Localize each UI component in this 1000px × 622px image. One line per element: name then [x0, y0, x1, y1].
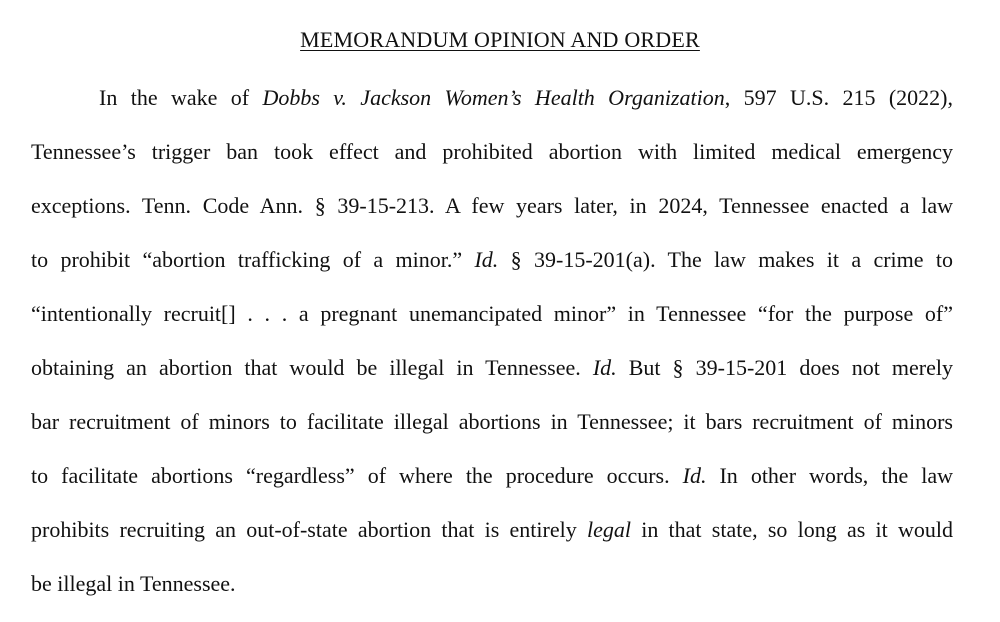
line-8-text-a: to facilitate abortions “regardless” of where the procedure occurs.: [31, 463, 683, 488]
paragraph-line-10: be illegal in Tennessee.: [31, 571, 236, 596]
paragraph-line-1: [99, 84, 953, 112]
line-1-text-a: In the wake of: [99, 85, 263, 110]
paragraph-line-9: [31, 516, 953, 544]
paragraph-line-5: “intentionally recruit[] . . . a pregnant unemancipated minor” in Tennessee “for the purpose of”: [31, 301, 953, 326]
line-6-text-a: obtaining an abortion that would be illegal in Tennessee.: [31, 355, 593, 380]
id-citation: Id.: [682, 463, 707, 488]
line-9-text-c: in that state, so long as it would: [630, 517, 953, 542]
emphasized-word-legal: legal: [586, 517, 631, 542]
paragraph-line-4: [31, 246, 953, 274]
paragraph-line-2: Tennessee’s trigger ban took effect and prohibited abortion with limited medical emergency: [31, 139, 953, 164]
line-1-text-c: , 597 U.S. 215 (2022),: [724, 85, 954, 110]
id-citation: Id.: [592, 355, 617, 380]
paragraph-line-6: [31, 354, 953, 382]
case-citation-dobbs: Dobbs v. Jackson Women’s Health Organization: [262, 85, 725, 110]
id-citation: Id.: [474, 247, 499, 272]
line-6-text-c: But § 39-15-201 does not merely: [616, 355, 953, 380]
paragraph-line-7: bar recruitment of minors to facilitate illegal abortions in Tennessee; it bars recruitment of minors: [31, 409, 953, 434]
line-8-text-c: In other words, the law: [706, 463, 953, 488]
line-4-text-c: § 39-15-201(a). The law makes it a crime to: [498, 247, 953, 272]
line-4-text-a: to prohibit “abortion trafficking of a minor.”: [31, 247, 475, 272]
page-title: MEMORANDUM OPINION AND ORDER: [300, 27, 700, 52]
paragraph-line-3: exceptions. Tenn. Code Ann. § 39-15-213. A few years later, in 2024, Tennessee enacted a law: [31, 193, 953, 218]
paragraph-line-8: [31, 462, 953, 490]
line-9-text-a: prohibits recruiting an out-of-state abortion that is entirely: [31, 517, 587, 542]
